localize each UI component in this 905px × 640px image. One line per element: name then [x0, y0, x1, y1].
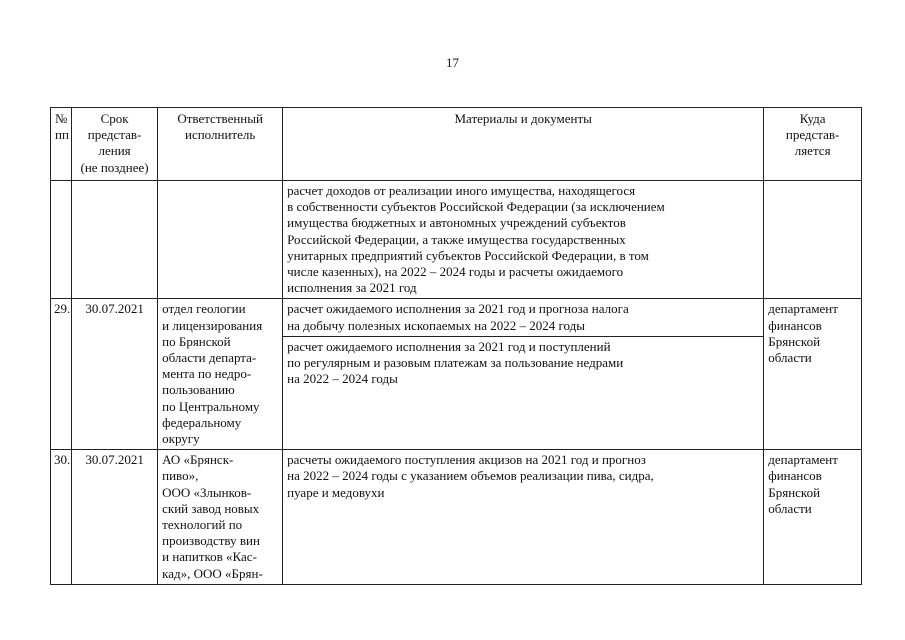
row-destination [764, 181, 862, 299]
row-destination: департамент финансов Брянской области [764, 299, 862, 450]
row-num [51, 181, 72, 299]
documents-table [50, 107, 862, 585]
row-deadline [72, 181, 158, 299]
row-num: 30. [51, 450, 72, 585]
table-row [51, 299, 862, 450]
header-destination: Куда представ- ляется [764, 108, 862, 181]
row-responsible [158, 181, 283, 299]
header-num: № пп [51, 108, 72, 181]
header-responsible: Ответственный исполнитель [158, 108, 283, 181]
row-materials [283, 450, 764, 585]
header-deadline: Срок представ- ления (не позднее) [72, 108, 158, 181]
row-deadline: 30.07.2021 [72, 450, 158, 585]
row-deadline: 30.07.2021 [72, 299, 158, 450]
row-responsible: отдел геологии и лицензирования по Брянской области департа- мента по недро- пользованию по Центральному федеральному округу [158, 299, 283, 450]
header-materials: Материалы и документы [283, 108, 764, 181]
material-item: расчет ожидаемого исполнения за 2021 год и прогноза налога на добычу полезных ископаемых на 2022 – 2024 годы [287, 301, 629, 333]
table-header-row [51, 108, 862, 181]
row-materials [283, 181, 764, 299]
row-num: 29. [51, 299, 72, 450]
material-item: расчеты ожидаемого поступления акцизов на 2021 год и прогноз на 2022 – 2024 годы с указанием объемов реализации пива, сидра, пуаре и медовухи [287, 452, 654, 500]
table-row [51, 450, 862, 585]
material-item: расчет ожидаемого исполнения за 2021 год и поступлений по регулярным и разовым платежам за пользование недрами на 2022 – 2024 годы [283, 336, 763, 390]
row-responsible: АО «Брянск- пиво», ООО «Злынков- ский завод новых технологий по производству вин и напитков «Кас- кад», ООО «Брян- [158, 450, 283, 585]
row-destination: департамент финансов Брянской области [764, 450, 862, 585]
row-materials [283, 299, 764, 450]
table-row [51, 181, 862, 299]
page-number: 17 [446, 55, 459, 70]
material-item: расчет доходов от реализации иного имущества, находящегося в собственности субъектов Российской Федерации (за исключением имущества бюджетных и автономных учреждений субъектов Российской Федерации, а также имущества государственных унитарных предприятий субъектов Российской Федерации, в том числе казенных), на 2022 – 2024 годы и расчеты ожидаемого исполнения за 2021 год [287, 183, 665, 296]
